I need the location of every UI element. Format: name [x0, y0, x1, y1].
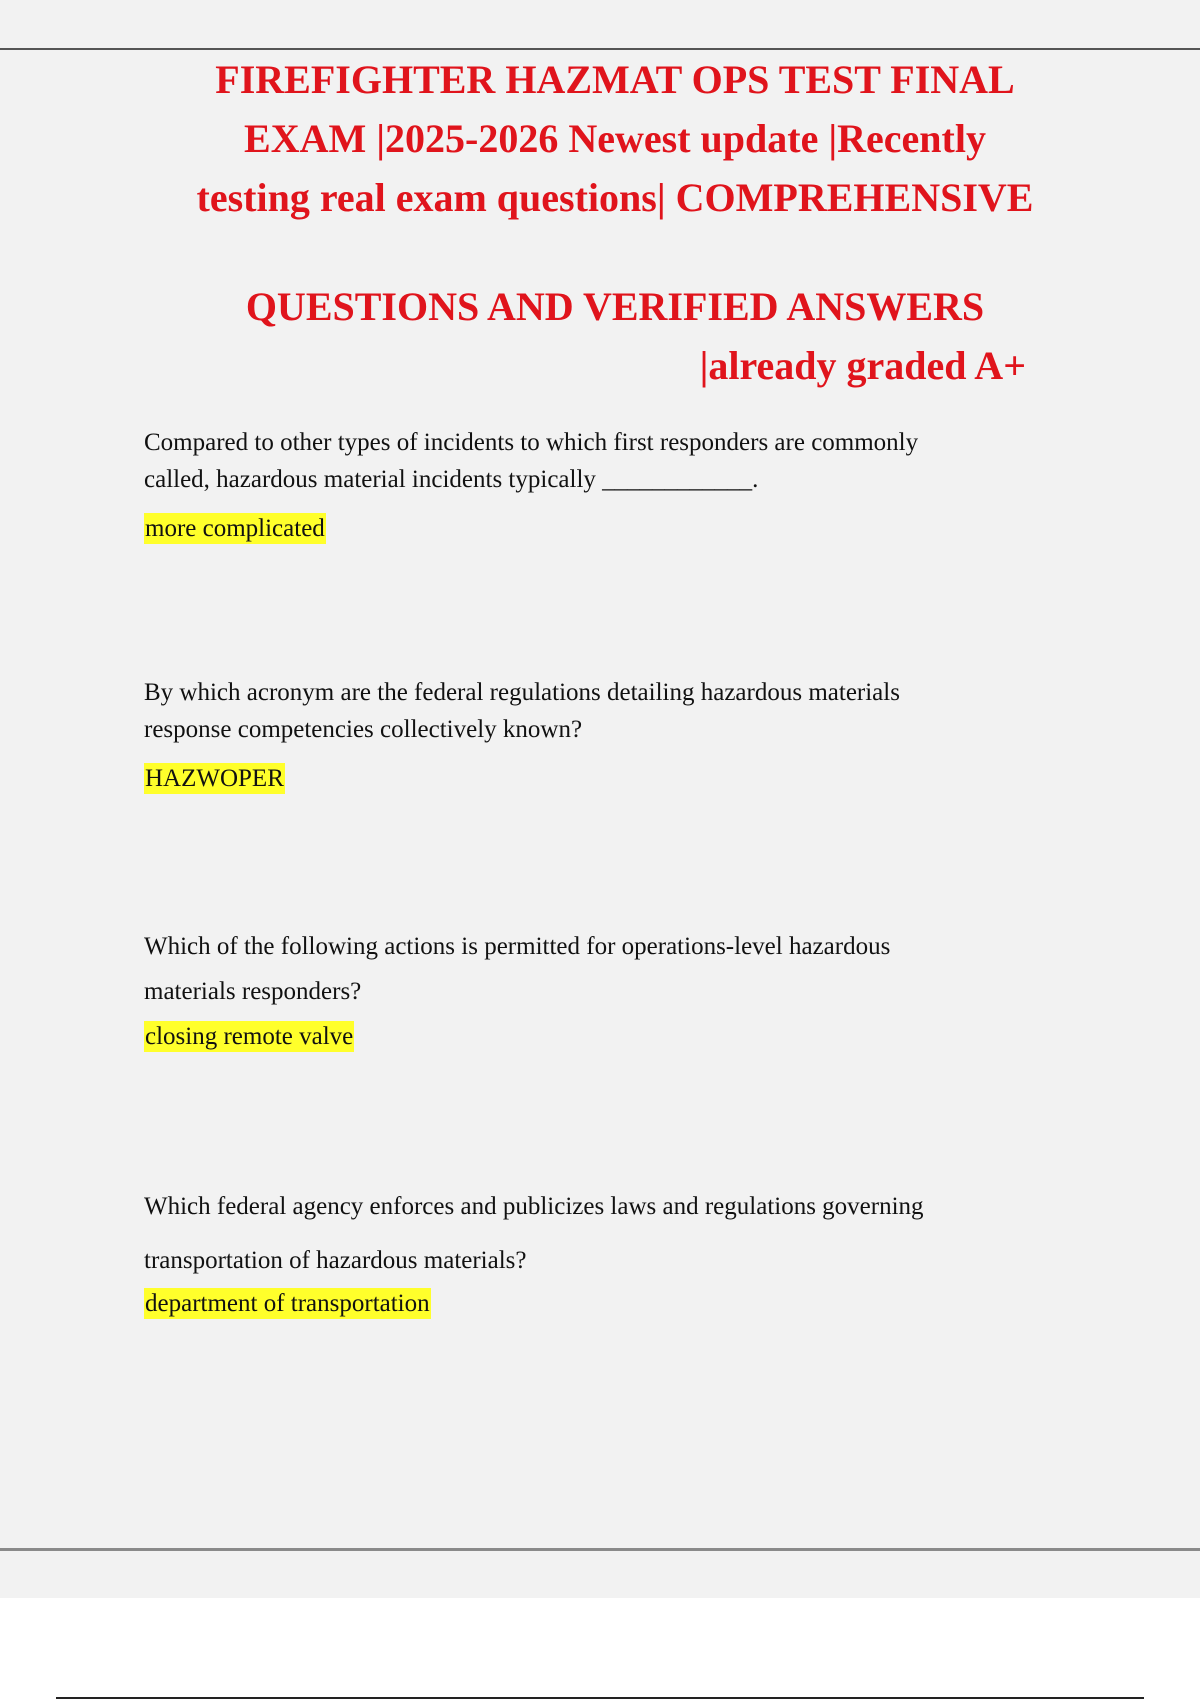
qa-item [144, 424, 1044, 544]
title-line-5: |already graded A+ [699, 343, 1026, 388]
answer-highlight: HAZWOPER [145, 765, 284, 792]
title-line-2: EXAM |2025-2026 Newest update |Recently [244, 116, 986, 161]
question-text [144, 1180, 1044, 1288]
title-line-1: FIREFIGHTER HAZMAT OPS TEST FINAL [215, 57, 1015, 102]
question-text [144, 924, 1044, 1014]
qa-item [144, 674, 1044, 794]
answer-highlight: closing remote valve [145, 1023, 354, 1050]
title-line-3: testing real exam questions| COMPREHENSIVE [196, 175, 1034, 220]
next-page-divider [56, 1697, 1144, 1699]
question-line: Which of the following actions is permitted for operations-level hazardous [144, 933, 891, 960]
qa-item [144, 924, 1044, 1052]
question-line: materials responders? [144, 978, 362, 1005]
answer-highlight: more complicated [145, 515, 325, 542]
question-line: Compared to other types of incidents to which first responders are commonly [144, 429, 919, 456]
answer-highlight: department of transportation [145, 1290, 430, 1317]
question-line: By which acronym are the federal regulations detailing hazardous materials [144, 679, 900, 706]
qa-item [144, 1180, 1044, 1319]
title-line-4: QUESTIONS AND VERIFIED ANSWERS [245, 284, 985, 329]
question-line: called, hazardous material incidents typically ____________. [144, 466, 759, 493]
bottom-divider [0, 1548, 1200, 1551]
question-line: transportation of hazardous materials? [144, 1247, 527, 1274]
question-line: response competencies collectively known? [144, 716, 583, 743]
question-line: Which federal agency enforces and publicizes laws and regulations governing [144, 1193, 924, 1220]
title-spacer [100, 227, 1130, 277]
question-text [144, 674, 1044, 748]
question-text [144, 424, 1044, 498]
document-title [100, 50, 1130, 395]
